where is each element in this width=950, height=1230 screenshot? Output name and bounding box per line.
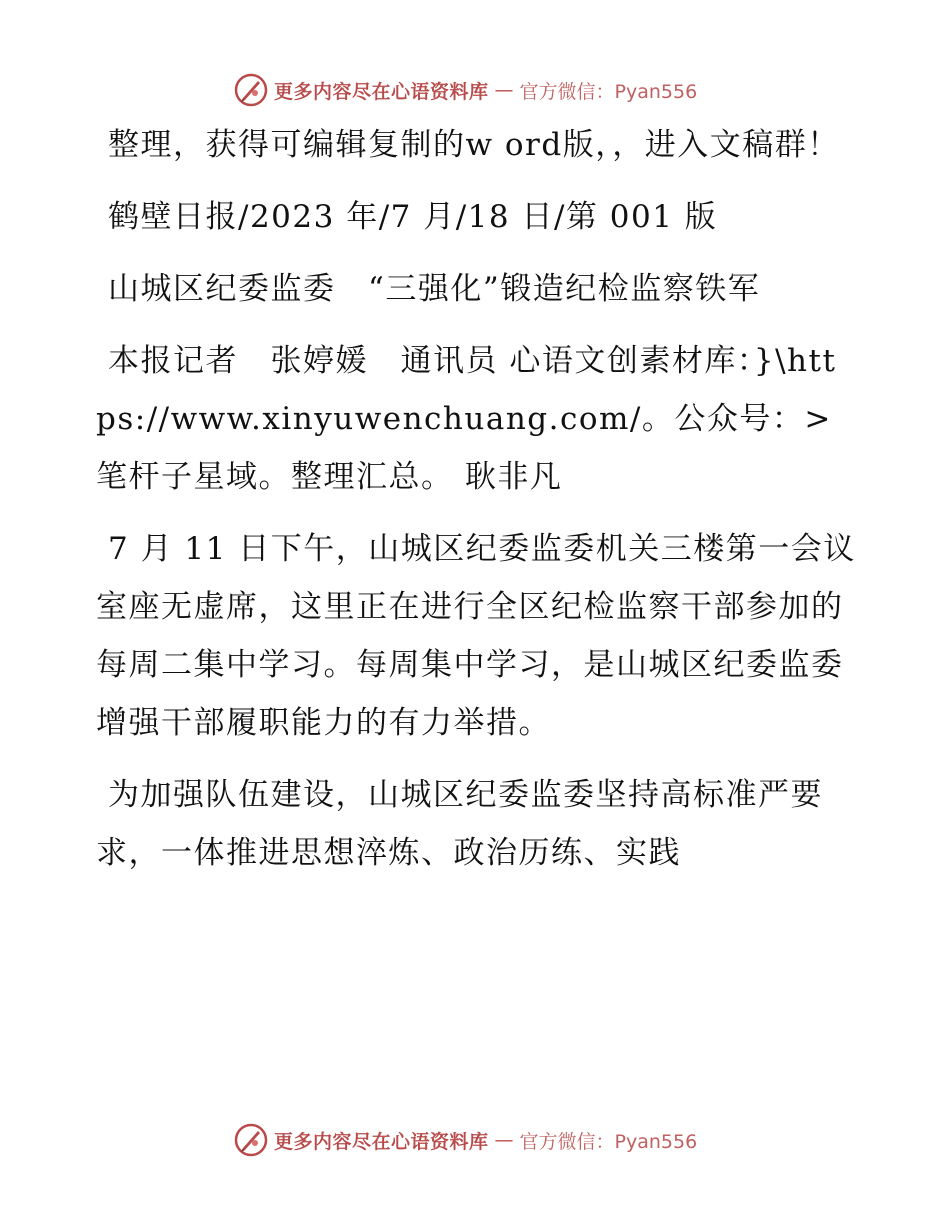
paragraph-headline: 山城区纪委监委 “三强化”锻造纪检监察铁军 [108,271,761,307]
header-banner-text: 更多内容尽在心语资料库 [274,80,489,103]
paragraph-body-2: 为加强队伍建设，山城区纪委监委坚持高标准严要求，一体推进思想淬炼、政治历练、实践 [96,777,823,871]
footer-banner-separator: — [494,1129,514,1151]
paragraph-source: 鹤壁日报/2023 年/7 月/18 日/第 001 版 [108,199,718,235]
quill-logo-icon [234,73,268,107]
footer-watermark [234,1122,697,1158]
paragraph-byline: 本报记者 张婷媛 通讯员 心语文创素材库：}\https://www.xinyuwenchuang.com/。公众号：>笔杆子星域。整理汇总。 耿非凡 [96,343,837,495]
quill-logo-icon [234,1123,268,1157]
header-banner-separator: — [494,79,514,101]
article-body [96,116,856,896]
footer-banner-wechat: 官方微信：Pyan556 [519,1130,698,1153]
header-watermark [234,72,697,108]
header-banner-wechat: 官方微信：Pyan556 [519,80,698,103]
paragraph-body-1: 7 月 11 日下午，山城区纪委监委机关三楼第一会议室座无虚席，这里正在进行全区纪检监察干部参加的每周二集中学习。每周集中学习，是山城区纪委监委增强干部履职能力的有力举措。 [96,531,856,741]
footer-banner-text: 更多内容尽在心语资料库 [274,1130,489,1153]
paragraph-intro: 整理，获得可编辑复制的w ord版，，进入文稿群！ [108,127,840,163]
